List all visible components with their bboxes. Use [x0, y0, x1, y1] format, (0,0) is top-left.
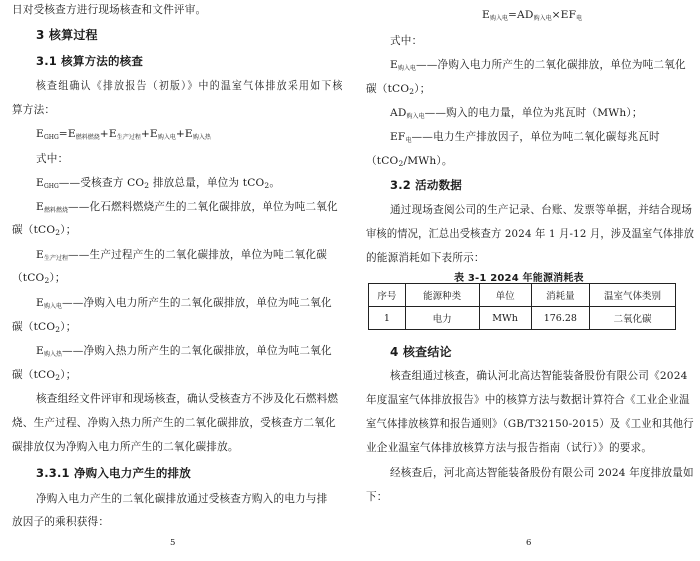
table-row — [369, 307, 676, 330]
body-line: 核查组通过核查，确认河北高达智能装备股份有限公司《2024 — [390, 370, 688, 382]
table-header-cell: 消耗量 — [531, 284, 589, 307]
body-line: 审核的情况，汇总出受核查方 2024 年 1 月-12 月，涉及温室气体排放 — [366, 228, 695, 240]
table-header-cell: 单位 — [479, 284, 531, 307]
section-heading: 4 核查结论 — [390, 345, 452, 359]
table-cell: 176.28 — [531, 307, 589, 330]
unit-line: 碳（tCO2）； — [366, 83, 431, 96]
body-line: 核查组确认《排放报告（初版）》中的温室气体排放采用如下核 — [36, 80, 344, 92]
body-line: 的能源消耗如下表所示： — [366, 252, 485, 264]
definition-e-heat: $E_{购入热}——$净购入热力所产生的二氧化碳排放，单位为吨二氧化 — [36, 345, 332, 358]
definition-e-electricity: $E_{购入电}——$净购入电力所产生的二氧化碳排放，单位为吨二氧化 — [390, 59, 686, 72]
body-line: 业企业温室气体排放核算方法与报告指南（试行）》的要求。 — [366, 442, 653, 454]
table-header-cell: 序号 — [369, 284, 406, 307]
body-line: 年度温室气体排放报告》中的核算方法与数据计算符合《工业企业温 — [366, 394, 690, 406]
table-header-cell: 温室气体类别 — [590, 284, 676, 307]
definition-e-ghg: $E_{GHG}——$受核查方 CO2 排放总量，单位为 tCO2。 — [36, 177, 281, 190]
body-line: 下： — [366, 491, 388, 503]
unit-line: （tCO2）； — [12, 272, 66, 285]
table-header-cell: 能源种类 — [405, 284, 479, 307]
energy-consumption-table — [368, 283, 676, 330]
body-line: 式中： — [36, 153, 69, 165]
subsection-heading: 3.2 活动数据 — [390, 178, 462, 192]
definition-e-fuel: $E_{燃料燃烧}——$化石燃料燃烧产生的二氧化碳排放，单位为吨二氧化 — [36, 201, 338, 214]
body-line: 经核查后，河北高达智能装备股份有限公司 2024 年度排放量如 — [390, 467, 694, 479]
table-cell: MWh — [479, 307, 531, 330]
unit-line: （tCO2/MWh）。 — [366, 155, 453, 168]
definition-e-electricity: $E_{购入电}——$净购入电力所产生的二氧化碳排放，单位为吨二氧化 — [36, 297, 332, 310]
body-line: 通过现场查阅公司的生产记录、台账、发票等单据，并结合现场 — [390, 204, 693, 216]
body-line: 放因子的乘积获得： — [12, 516, 110, 528]
formula-ghg: $E_{GHG}=E_{燃料燃烧}+E_{生产过程}+E_{购入电}+E_{购入热}$ — [36, 128, 211, 141]
subsection-heading: 3.3.1 净购入电力产生的排放 — [36, 466, 191, 480]
definition-e-process: $E_{生产过程}——$生产过程产生的二氧化碳排放，单位为吨二氧化碳 — [36, 249, 328, 262]
subsection-heading: 3.1 核算方法的核查 — [36, 54, 144, 68]
unit-line: 碳（tCO2）； — [12, 369, 77, 382]
definition-ef: $EF_电——$电力生产排放因子，单位为吨二氧化碳每兆瓦时 — [390, 131, 660, 144]
body-line: 式中： — [390, 35, 423, 47]
table-header-row — [369, 284, 676, 307]
definition-ad: $AD_{购入电}——$购入的电力量，单位为兆瓦时（MWh）； — [390, 107, 643, 120]
section-heading: 3 核算过程 — [36, 28, 98, 42]
body-line: 室气体排放核算和报告通则》（GB/T32150-2015）及《工业和其他行 — [366, 418, 694, 430]
formula-electricity: $E_{购入电}=AD_{购入电}\times EF_电$ — [482, 9, 583, 22]
table-cell: 二氧化碳 — [590, 307, 676, 330]
page-number: 6 — [526, 538, 532, 548]
unit-line: 碳（tCO2）； — [12, 321, 77, 334]
unit-line: 碳（tCO2）； — [12, 224, 77, 237]
body-line: 碳排放仅为净购入电力所产生的二氧化碳排放。 — [12, 441, 239, 453]
table-caption: 表 3-1 2024 年能源消耗表 — [454, 273, 584, 284]
right-page — [350, 0, 700, 561]
body-line: 净购入电力产生的二氧化碳排放通过受核查方购入的电力与排 — [36, 493, 328, 505]
body-line: 日对受核查方进行现场核查和文件评审。 — [12, 4, 207, 16]
table-cell: 1 — [369, 307, 406, 330]
table-cell: 电力 — [405, 307, 479, 330]
page-number: 5 — [170, 538, 176, 548]
body-line: 烧、生产过程、净购入热力所产生的二氧化碳排放，受核查方二氧化 — [12, 417, 336, 429]
body-line: 核查组经文件评审和现场核查，确认受核查方不涉及化石燃料燃 — [36, 393, 339, 405]
body-line: 算方法： — [12, 104, 56, 116]
